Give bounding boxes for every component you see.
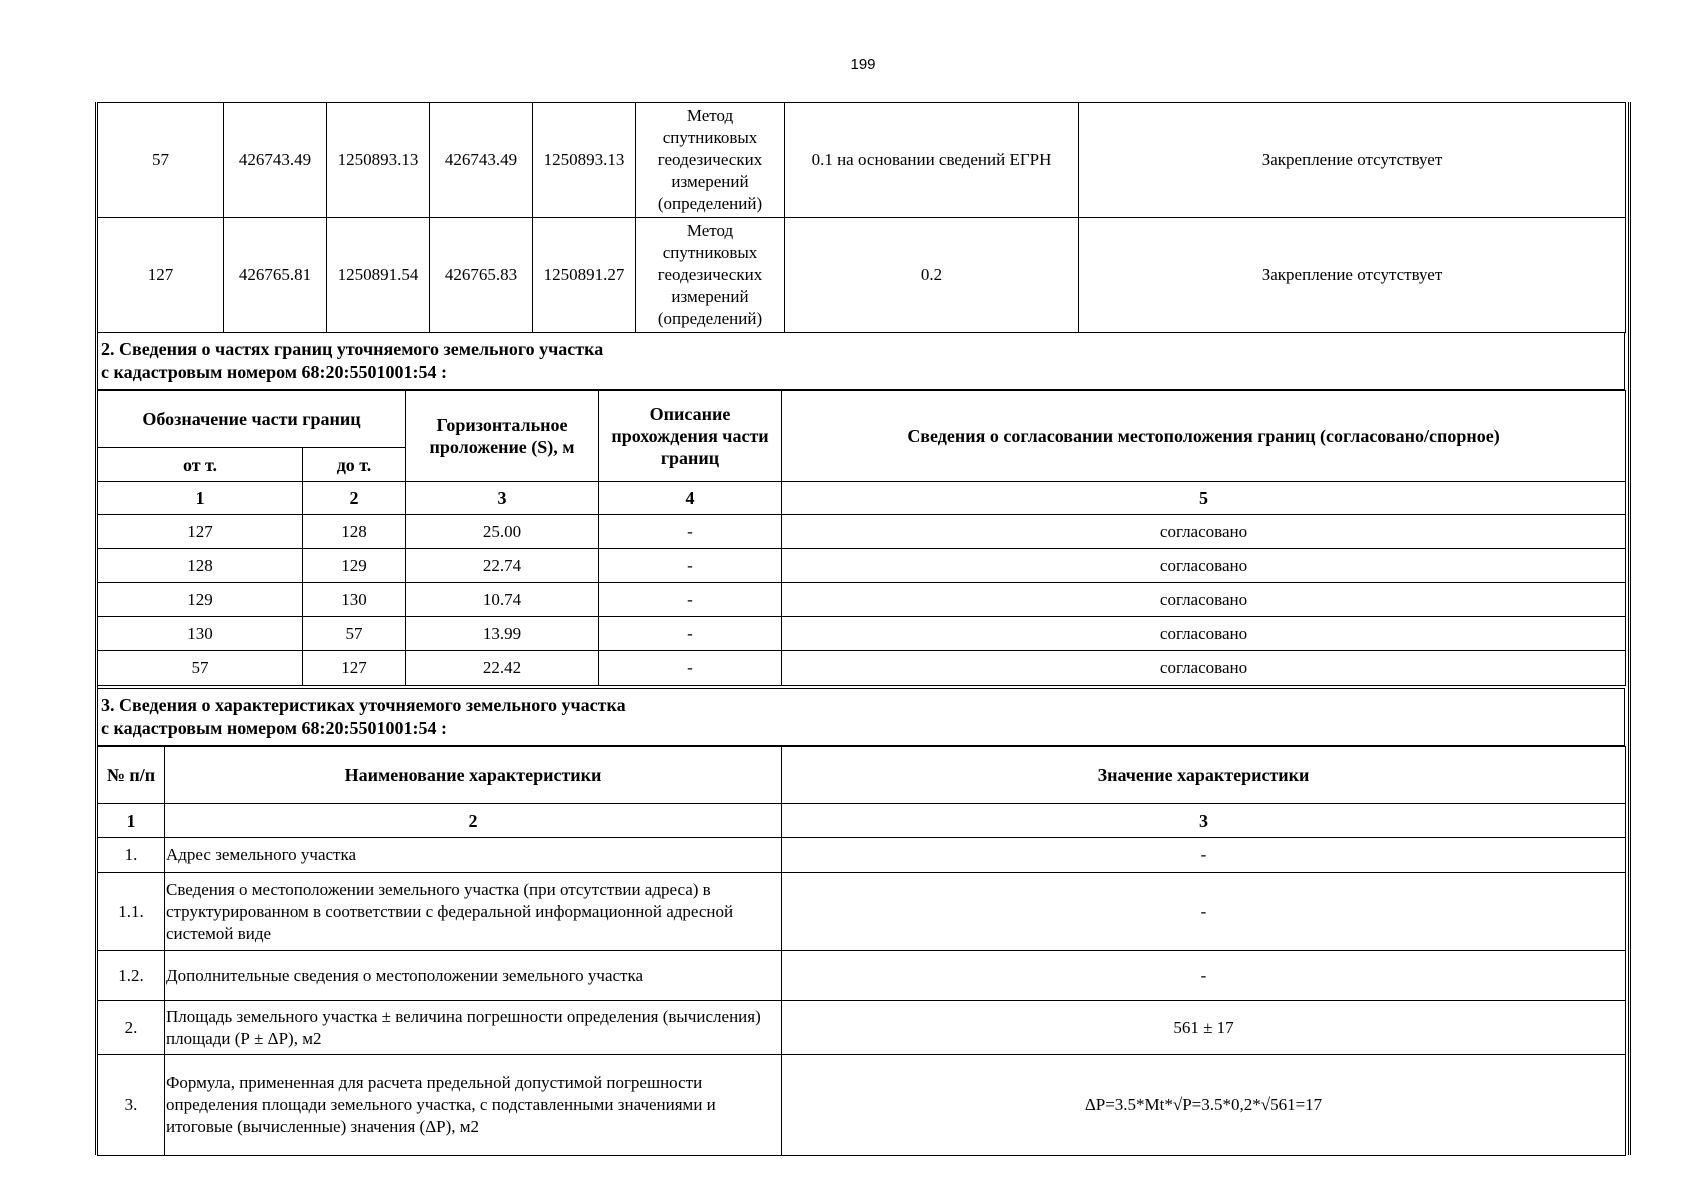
value-cell: - [782,838,1626,873]
col-number: 5 [782,482,1626,515]
table-row [98,103,1626,218]
name-cell: Сведения о местоположении земельного участка (при отсутствии адреса) в структурированном в соответствии с федеральной информационной адресной системой виде [165,873,782,951]
accuracy-cell: 0.2 [785,218,1079,333]
header-row [98,747,1626,804]
num-cell: 1.2. [98,951,165,1001]
name-cell: Адрес земельного участка [165,838,782,873]
table-row [98,1001,1626,1055]
col-number: 2 [303,482,406,515]
section3-title [97,688,1625,746]
col-number: 4 [599,482,782,515]
to-cell: 127 [303,651,406,686]
table-row [98,583,1626,617]
description-cell: - [599,617,782,651]
x-new-cell: 426743.49 [430,103,533,218]
from-cell: 127 [98,515,303,549]
y-new-cell: 1250893.13 [533,103,636,218]
table-row [98,873,1626,951]
value-cell: - [782,951,1626,1001]
to-cell: 57 [303,617,406,651]
num-cell: 3. [98,1055,165,1156]
value-cell: 561 ± 17 [782,1001,1626,1055]
to-cell: 129 [303,549,406,583]
distance-cell: 22.42 [406,651,599,686]
point-cell: 57 [98,103,224,218]
num-header: № п/п [98,747,165,804]
horizontal-header: Горизонтальное проложение (S), м [406,391,599,482]
distance-cell: 25.00 [406,515,599,549]
section3-title-line2: с кадастровым номером 68:20:5501001:54 : [101,718,448,738]
name-cell: Формула, примененная для расчета предельной допустимой погрешности определения площади земельного участка, с подставленными значениями и итоговые (вычисленные) значения (ΔР), м2 [165,1055,782,1156]
col-number: 2 [165,804,782,838]
value-cell: ΔР=3.5*Mt*√P=3.5*0,2*√561=17 [782,1055,1626,1156]
accuracy-cell: 0.1 на основании сведений ЕГРН [785,103,1079,218]
column-numbers-row [98,482,1626,515]
to-cell: 128 [303,515,406,549]
to-header: до т. [303,448,406,482]
col-number: 1 [98,482,303,515]
col-number: 3 [782,804,1626,838]
col-number: 3 [406,482,599,515]
status-cell: согласовано [782,515,1626,549]
y-new-cell: 1250891.27 [533,218,636,333]
x-new-cell: 426765.83 [430,218,533,333]
agreement-header: Сведения о согласовании местоположения границ (согласовано/спорное) [782,391,1626,482]
section2-title-line1: 2. Сведения о частях границ уточняемого земельного участка [101,339,604,359]
page-number: 199 [850,56,876,73]
boundary-parts-table [97,390,1626,686]
from-cell: 129 [98,583,303,617]
section2-title [97,332,1625,390]
value-cell: - [782,873,1626,951]
method-cell: Метод спутниковых геодезических измерений (определений) [636,218,785,333]
table-row [98,515,1626,549]
table-row [98,617,1626,651]
y-old-cell: 1250893.13 [327,103,430,218]
from-header: от т. [98,448,303,482]
num-cell: 2. [98,1001,165,1055]
table-row [98,838,1626,873]
fixation-cell: Закрепление отсутствует [1079,103,1626,218]
value-header: Значение характеристики [782,747,1626,804]
status-cell: согласовано [782,583,1626,617]
section2-title-line2: с кадастровым номером 68:20:5501001:54 : [101,362,448,382]
table-row [98,218,1626,333]
section3-title-line1: 3. Сведения о характеристиках уточняемого земельного участка [101,695,626,715]
name-cell: Площадь земельного участка ± величина погрешности определения (вычисления) площади (Р ± ΔР), м2 [165,1001,782,1055]
name-cell: Дополнительные сведения о местоположении земельного участка [165,951,782,1001]
col-number: 1 [98,804,165,838]
distance-cell: 10.74 [406,583,599,617]
from-cell: 130 [98,617,303,651]
distance-cell: 13.99 [406,617,599,651]
x-old-cell: 426765.81 [224,218,327,333]
description-cell: - [599,515,782,549]
table-row [98,549,1626,583]
status-cell: согласовано [782,617,1626,651]
description-cell: - [599,549,782,583]
status-cell: согласовано [782,651,1626,686]
point-cell: 127 [98,218,224,333]
method-cell: Метод спутниковых геодезических измерений (определений) [636,103,785,218]
status-cell: согласовано [782,549,1626,583]
characteristics-table [97,746,1626,1156]
table-row [98,651,1626,686]
fixation-cell: Закрепление отсутствует [1079,218,1626,333]
description-cell: - [599,651,782,686]
description-cell: - [599,583,782,617]
table-row [98,951,1626,1001]
coordinates-table [97,102,1626,333]
column-numbers-row [98,804,1626,838]
distance-cell: 22.74 [406,549,599,583]
table-row [98,1055,1626,1156]
num-cell: 1.1. [98,873,165,951]
to-cell: 130 [303,583,406,617]
name-header: Наименование характеристики [165,747,782,804]
num-cell: 1. [98,838,165,873]
description-header: Описание прохождения части границ [599,391,782,482]
y-old-cell: 1250891.54 [327,218,430,333]
x-old-cell: 426743.49 [224,103,327,218]
header-row [98,391,1626,448]
from-cell: 128 [98,549,303,583]
from-cell: 57 [98,651,303,686]
part-designation-header: Обозначение части границ [98,391,406,448]
